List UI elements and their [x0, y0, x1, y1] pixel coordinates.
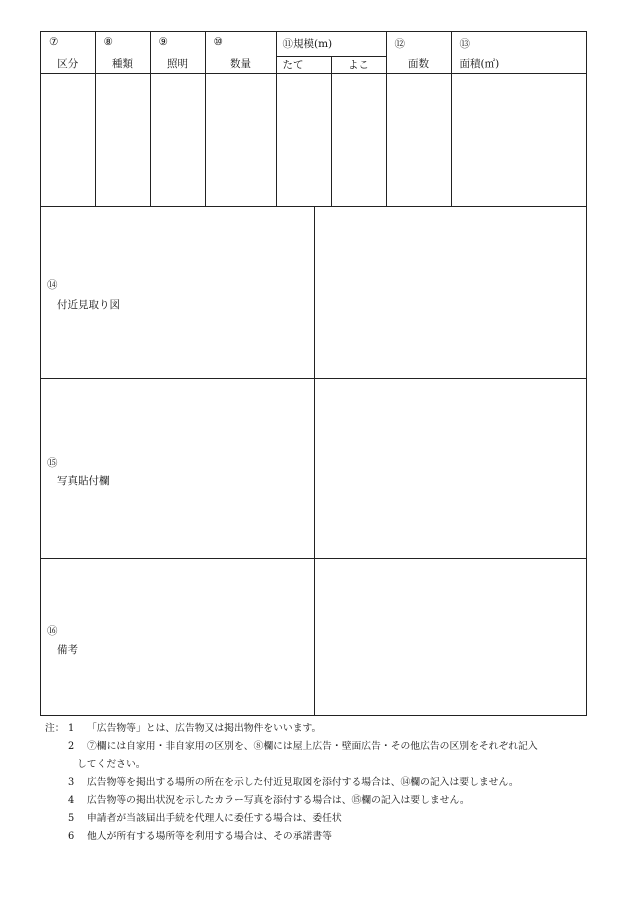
- note-text: 申請者が当該届出手続を代理人に委任する場合は、委任状: [87, 813, 342, 824]
- note-text: 広告物等を掲出する場所の所在を示した付近見取図を添付する場合は、⑭欄の記入は要しません。: [87, 777, 519, 788]
- section-number: ⑯: [47, 625, 58, 637]
- header-label: 照明: [167, 58, 188, 70]
- note-item: [45, 774, 605, 792]
- form-frame: [40, 31, 587, 716]
- header-number: ⑨: [158, 36, 168, 48]
- section-remarks: [41, 558, 586, 716]
- area-cell[interactable]: [451, 73, 586, 206]
- header-label: 種類: [112, 58, 133, 70]
- advertisement-details-table: [41, 32, 586, 207]
- note-item: [45, 810, 605, 828]
- note-item: [45, 828, 605, 846]
- note-text: 他人が所有する場所等を利用する場合は、その承諾書等: [87, 831, 332, 842]
- header-scale: [276, 32, 386, 56]
- header-number: ⑪: [282, 38, 293, 50]
- note-number: 4: [68, 795, 75, 806]
- note-continuation: してください。: [77, 759, 146, 770]
- section-divider: [314, 379, 315, 559]
- header-number: ⑬: [459, 38, 470, 50]
- section-label: 写真貼付欄: [57, 475, 110, 487]
- section-number: ⑭: [47, 279, 58, 291]
- category-cell[interactable]: [41, 73, 95, 206]
- header-width: [331, 56, 386, 73]
- header-category: [41, 32, 95, 73]
- note-text: 広告物等の掲出状況を示したカラー写真を添付する場合は、⑮欄の記入は要しません。: [87, 795, 470, 806]
- height-cell[interactable]: [276, 73, 331, 206]
- section-divider: [314, 207, 315, 379]
- header-number: ⑧: [103, 36, 113, 48]
- note-number: 5: [68, 813, 75, 824]
- faces-cell[interactable]: [386, 73, 451, 206]
- note-text: ⑦欄には自家用・非自家用の区別を、⑧欄には屋上広告・壁面広告・その他広告の区別をそれぞれ記入: [87, 741, 538, 752]
- notes: [45, 720, 605, 846]
- note-number: 6: [68, 831, 75, 842]
- section-label: 備考: [57, 644, 78, 656]
- width-cell[interactable]: [331, 73, 386, 206]
- header-number: ⑩: [213, 36, 223, 48]
- header-label: 面積(㎡): [459, 58, 500, 70]
- header-number: ⑫: [394, 38, 405, 50]
- header-quantity: [205, 32, 276, 73]
- header-sub-label: よこ: [348, 58, 369, 71]
- quantity-cell[interactable]: [205, 73, 276, 206]
- header-area: [451, 32, 586, 73]
- note-number: 3: [68, 777, 75, 788]
- section-number: ⑮: [47, 457, 58, 469]
- header-type: [95, 32, 150, 73]
- section-photo: [41, 378, 586, 559]
- section-vicinity-map: [41, 206, 586, 379]
- header-label: 区分: [57, 58, 79, 70]
- section-label: 付近見取り図: [57, 299, 120, 311]
- notes-prefix: 注：: [45, 723, 65, 734]
- note-number: 1: [68, 723, 75, 734]
- note-item: [45, 792, 605, 810]
- header-label: 面数: [408, 58, 429, 70]
- note-item: [45, 738, 605, 756]
- note-number: 2: [68, 741, 75, 752]
- note-text: 「広告物等」とは、広告物又は掲出物件をいいます。: [87, 723, 322, 734]
- header-faces: [386, 32, 451, 73]
- section-divider: [314, 559, 315, 716]
- header-lighting: [150, 32, 205, 73]
- type-cell[interactable]: [95, 73, 150, 206]
- header-label: 数量: [230, 58, 251, 70]
- header-number: ⑦: [49, 36, 59, 48]
- lighting-cell[interactable]: [150, 73, 205, 206]
- header-label: 規模(m): [293, 38, 333, 50]
- header-sub-label: たて: [282, 58, 304, 71]
- header-height: [276, 56, 331, 73]
- note-item: [45, 720, 605, 738]
